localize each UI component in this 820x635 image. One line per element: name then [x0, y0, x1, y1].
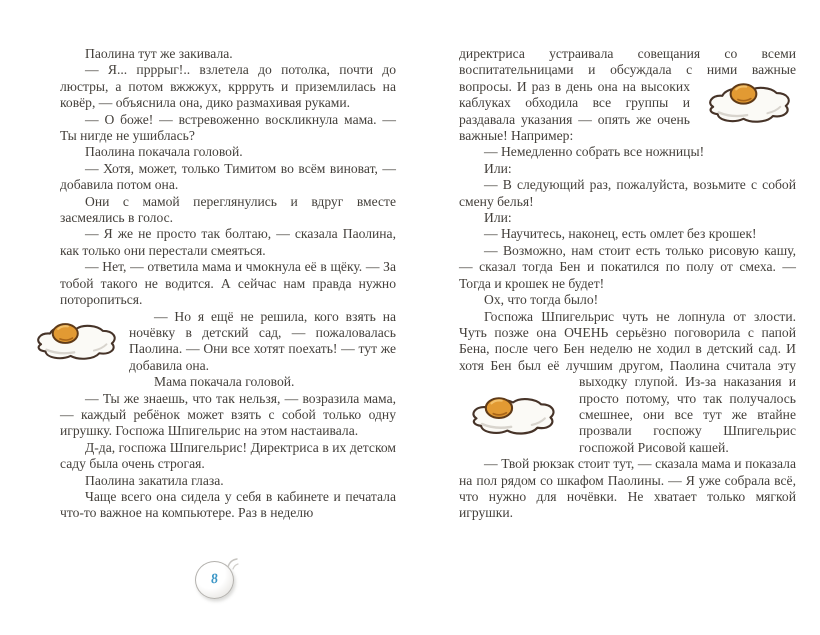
paragraph: Ох, что тогда было! [484, 292, 599, 308]
shine-marks-icon [225, 555, 241, 571]
page-number: 8 [210, 571, 219, 588]
paragraph: — Твой рюкзак стоит тут, — сказала мама и показала на пол рядом со шкафом Паолины. — Я уже собрала всё, что нужно для ночёвки. Не хватает только мягкой игрушки. [459, 456, 796, 521]
paragraph: Паолина покачала головой. [85, 144, 243, 160]
paragraph: Чаще всего она сидела у себя в кабинете и печатала что-то важное на компьютере. Раз в неделю [60, 488, 396, 521]
paragraph: — Нет, — ответила мама и чмокнула её в щёку. — За тобой такого не водится. А сейчас нам правда нужно поторопиться. [60, 259, 396, 308]
fried-egg-illustration [699, 81, 799, 130]
page-number-badge [195, 561, 234, 599]
paragraph-text: наказания и просто потому, что так получалось смешнее, они все тут же втайне прозвали госпожу Шпигельрис госпожой Рисовой кашей. [579, 374, 796, 455]
paragraph: Мама покачала головой. [154, 374, 295, 390]
paragraph: — Ты же знаешь, что так нельзя, — возразила мама, — каждый ребёнок может взять с собой только одну игрушку. Госпожа Шпигельрис на этом настаивала. [60, 390, 396, 439]
fried-egg-illustration [457, 376, 569, 456]
paragraph: Д-да, госпожа Шпигельрис! Директриса в их детском саду была очень строгая. [60, 439, 396, 472]
paragraph: — Возможно, нам стоит есть только рисовую кашу, — сказал тогда Бен и покатился по полу от смеха. — Тогда и крошек не будет! [459, 242, 796, 291]
left-page [60, 46, 396, 522]
paragraph-with-illustration [459, 309, 796, 457]
paragraph: — В следующий раз, пожалуйста, возьмите с собой смену белья! [459, 177, 796, 209]
paragraph: — Научитесь, наконец, есть омлет без крошек! [484, 226, 757, 242]
paragraph-text: — Но я ещё не решила, кого взять на ночёвку в детский сад, — пожаловалась Паолина. — Они все хотят поехать! — тут же добавила она. [129, 308, 396, 373]
paragraph: — Я... прррыг!.. взлетела до потолка, почти до люстры, а потом вжжжух, кррруть и приземлилась на ковёр, — объяснила она, дико размахивая руками. [60, 62, 396, 111]
paragraph: — Я же не просто так болтаю, — сказала Паолина, как только они перестали смеяться. [60, 226, 396, 258]
paragraph: — Хотя, может, только Тимитом во всём виноват, — добавила потом она. [60, 160, 396, 193]
paragraph: Паолина закатила глаза. [85, 472, 224, 488]
paragraph-text: Госпожа Шпигельрис чуть не лопнула от злости. Чуть позже она ОЧЕНЬ серьёзно поговорила с папой Бена, после чего Бен неделю не ходил в детский сад. И хотя Бен был её лучшим другом, Паолина считала эту выходку глупой. Из-за [459, 308, 796, 390]
paragraph: Или: [484, 210, 512, 226]
paragraph-text: на высоких каблуках обходила все группы и раздавала указания — опять же очень важные! Например: [459, 78, 690, 144]
paragraph: Они с мамой переглянулись и вдруг вместе засмеялись в голос. [60, 193, 396, 226]
paragraph-with-illustration [60, 309, 396, 375]
paragraph-text: директриса устраивала совещания со всеми воспитательницами и обсуждала с ними важные вопросы. И раз в день она [459, 46, 796, 94]
paragraph-with-illustration [459, 46, 796, 144]
fried-egg-illustration [32, 311, 120, 375]
paragraph: — Немедленно собрать все ножницы! [484, 144, 705, 160]
right-page [459, 46, 796, 522]
paragraph: — О боже! — встревоженно воскликнула мама. — Ты нигде не ушиблась? [60, 111, 396, 144]
paragraph: Или: [484, 160, 512, 176]
paragraph: Паолина тут же закивала. [85, 46, 233, 61]
